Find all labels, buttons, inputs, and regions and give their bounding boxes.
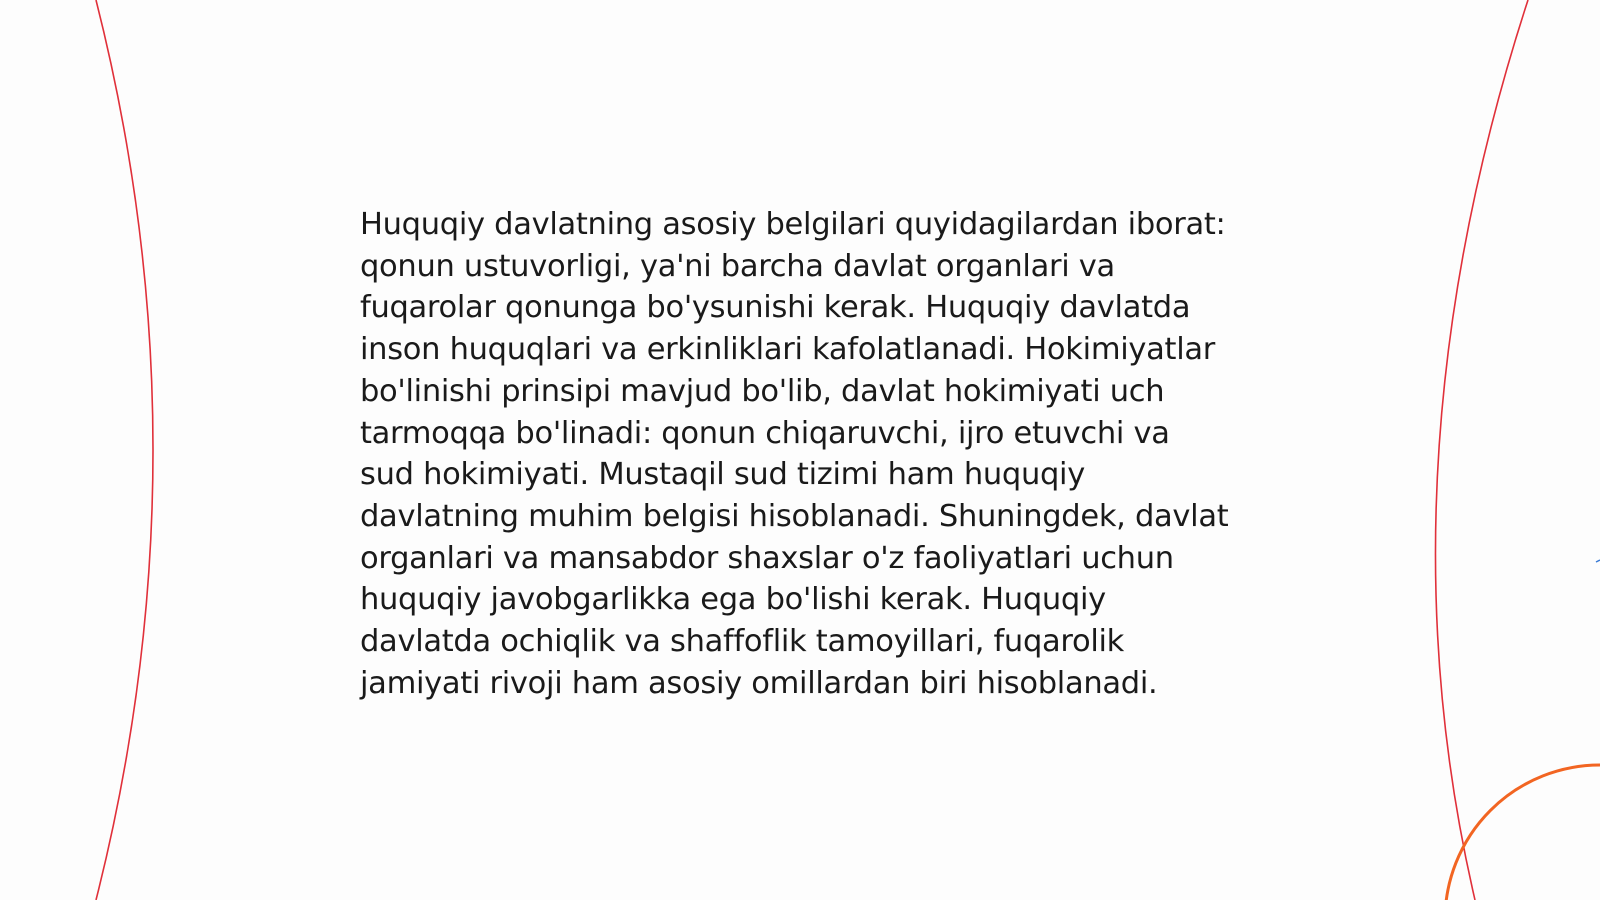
left-arc-decoration bbox=[96, 0, 153, 900]
slide-body-text: Huquqiy davlatning asosiy belgilari quyidagilardan iborat: qonun ustuvorligi, ya'ni barcha davlat organlari va fuqarolar qonunga bo'ysunishi kerak. Huquqiy davlatda inson huquqlari va erkinliklari kafolatlanadi. Hokimiyatlar bo'linishi prinsipi mavjud bo'lib, davlat hokimiyati uch tarmoqqa bo'linadi: qonun chiqaruvchi, ijro etuvchi va sud hokimiyati. Mustaqil sud tizimi ham huquqiy davlatning muhim belgisi hisoblanadi. Shuningdek, davlat organlari va mansabdor shaxslar o'z faoliyatlari uchun huquqiy javobgarlikka ega bo'lishi kerak. Huquqiy davlatda ochiqlik va shaffoflik tamoyillari, fuqarolik jamiyati rivoji ham asosiy omillardan biri hisoblanadi. bbox=[360, 207, 1229, 701]
orange-circle-decoration bbox=[1445, 765, 1600, 900]
right-edge-tick-decoration bbox=[1596, 560, 1600, 562]
right-arc-decoration bbox=[1435, 0, 1528, 900]
